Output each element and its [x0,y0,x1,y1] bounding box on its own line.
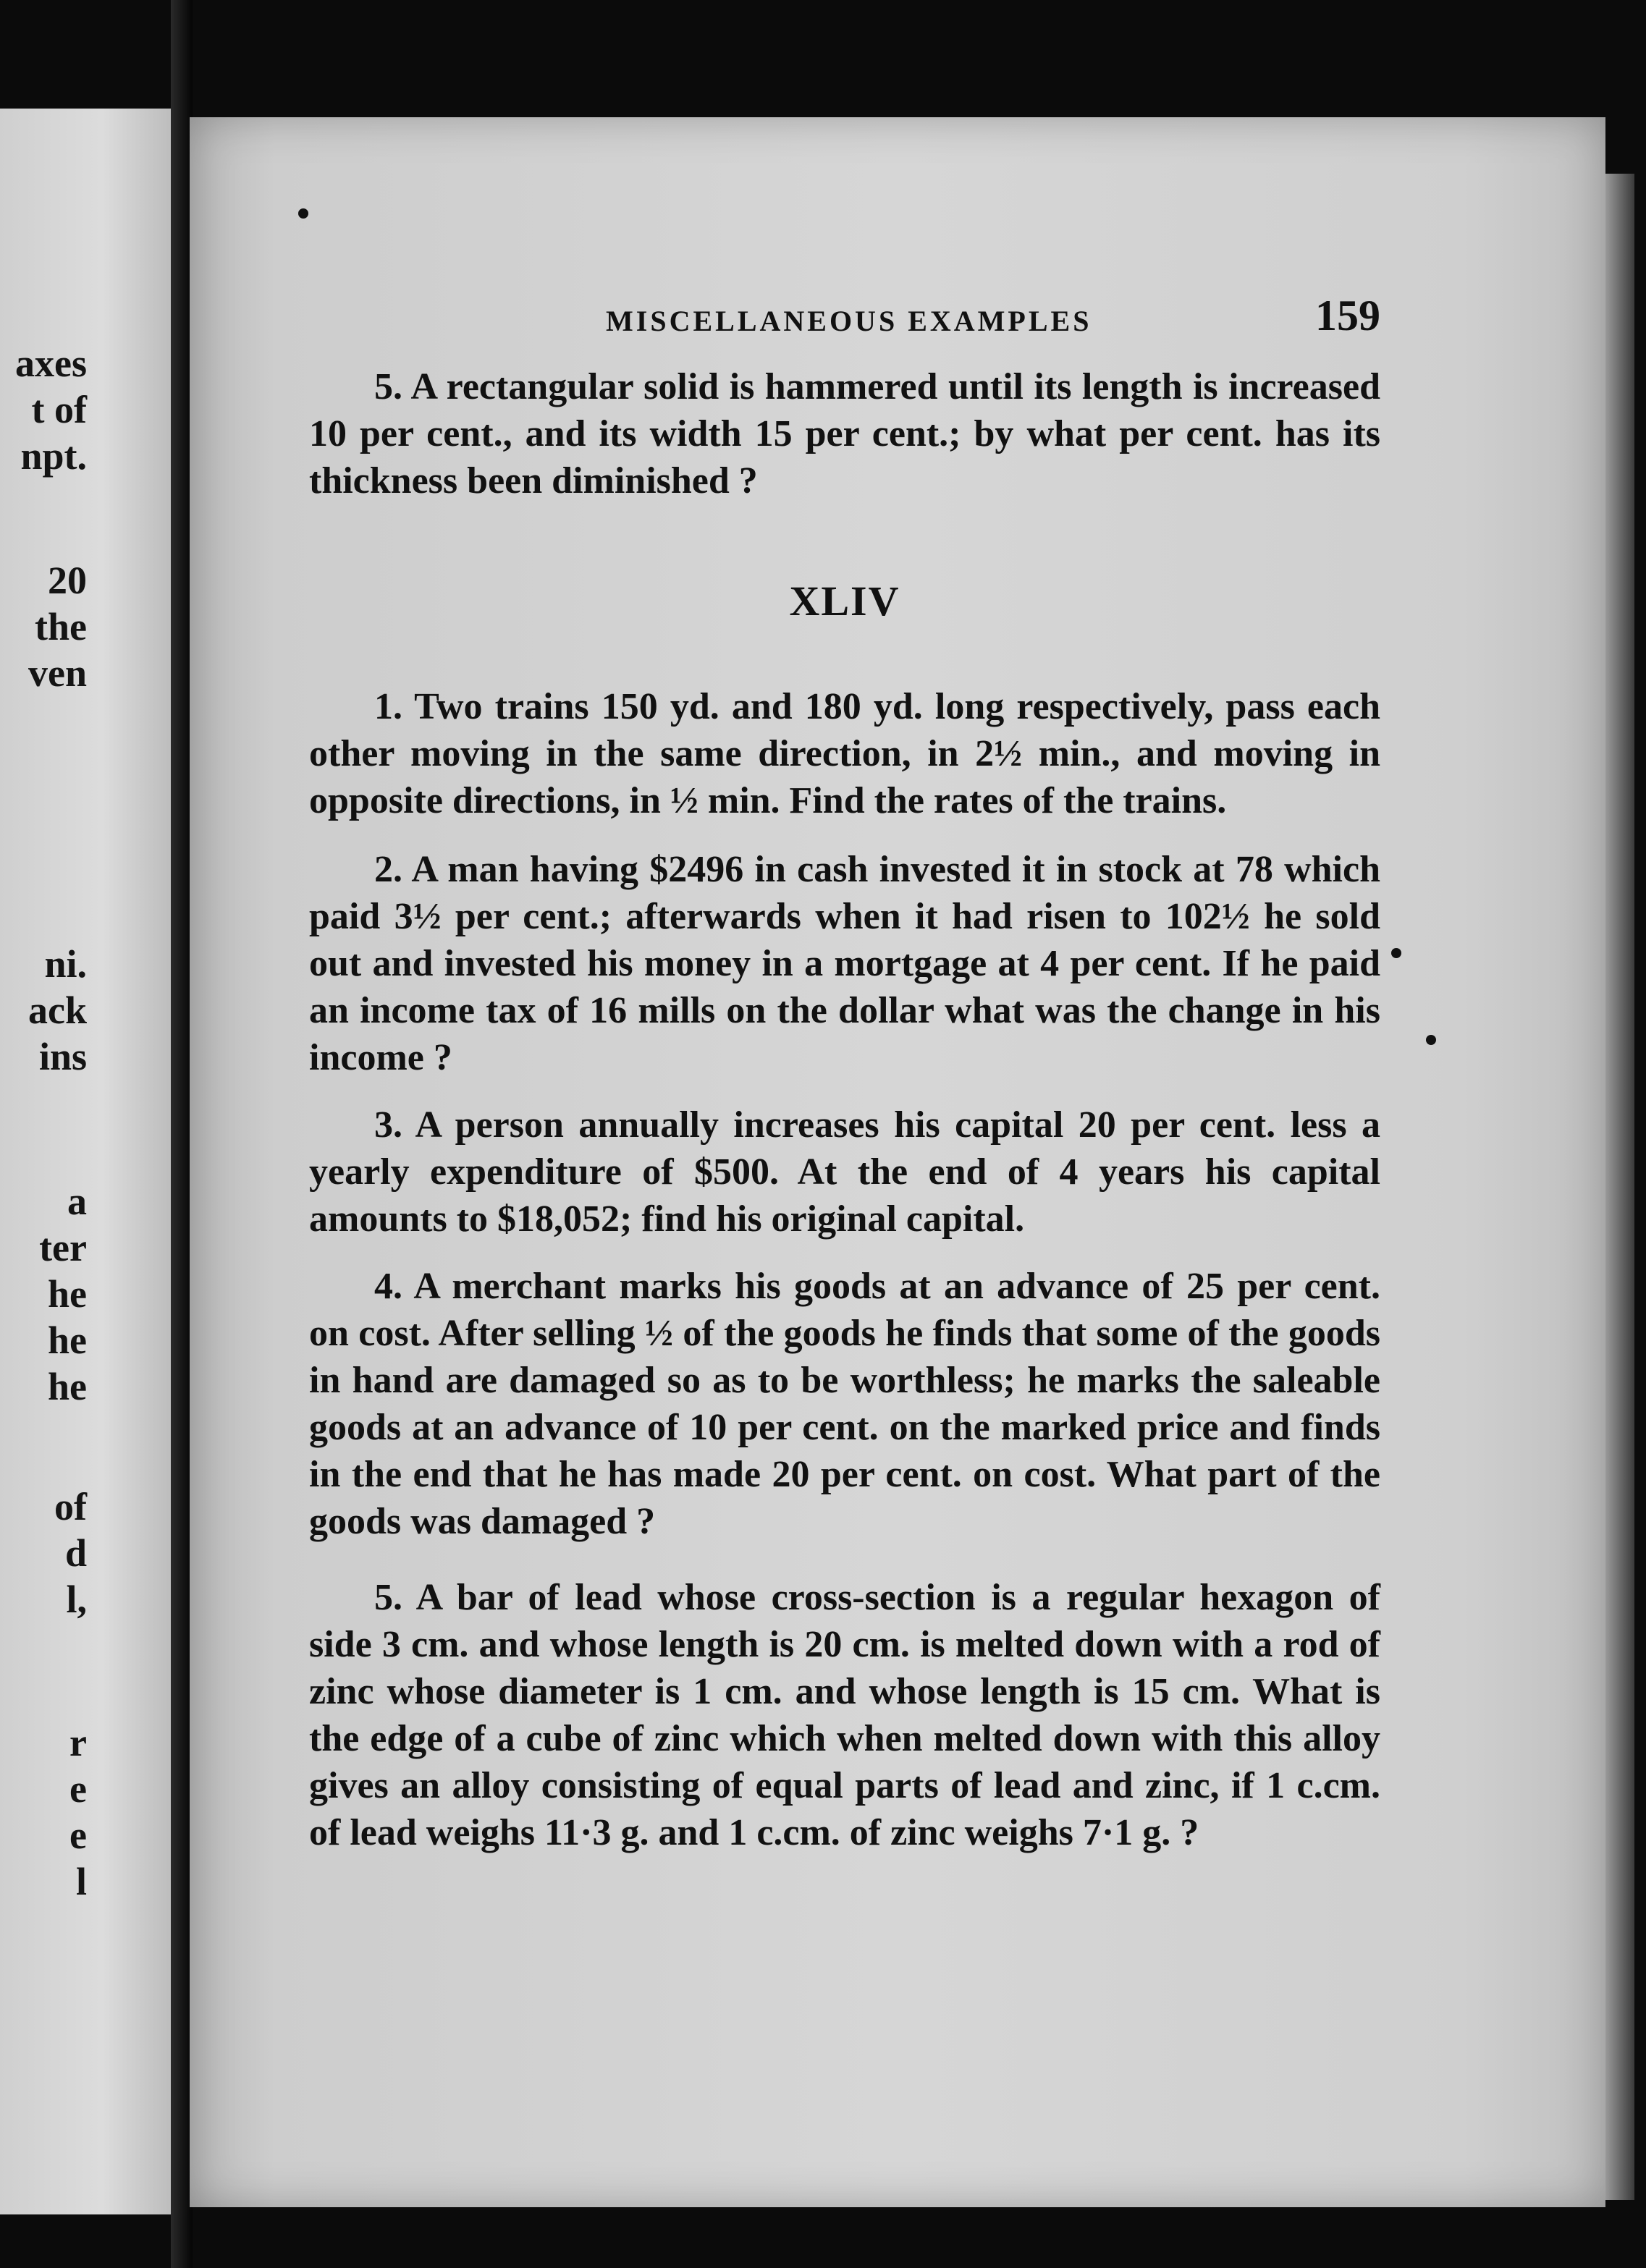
page-number: 159 [1315,292,1380,339]
section-heading: XLIV [789,577,900,625]
running-head-title: MISCELLANEOUS EXAMPLES [606,305,1092,337]
speck-mark [1391,948,1401,958]
prev-fragment: e [69,1767,87,1811]
book-page [190,117,1605,2207]
example-paragraph: 1. Two trains 150 yd. and 180 yd. long respectively, pass each other moving in the same direction, in 2½ min., and moving in opposite directions, in ½ min. Find the rates of the trains. [309,686,1380,821]
prev-fragment: he [48,1319,87,1362]
running-head [309,291,1380,356]
prev-fragment: e [69,1814,87,1857]
page-content [309,291,1380,1856]
prev-fragment: he [48,1272,87,1316]
speck-mark [298,208,308,219]
prev-fragment: d [64,1531,87,1575]
speck-mark [1426,1035,1436,1045]
example-paragraph: 3. A person annually increases his capital 20 per cent. less a yearly expenditure of $500. At the end of 4 years his capital amounts to $18,052; find his original capital. [309,1104,1380,1240]
prev-fragment: r [69,1721,87,1764]
prev-fragment: ins [38,1035,87,1078]
prev-fragment: npt. [20,434,87,478]
example-paragraph: 4. A merchant marks his goods at an advance of 25 per cent. on cost. After selling ½ of the goods he finds that some of the goods in hand are damaged so as to be worthless; he marks the saleable goods at an advance of 10 per cent. on the marked price and finds in the end that he has made 20 per cent. on cost. What part of the goods was damaged ? [309,1266,1380,1542]
prev-fragment: ni. [44,942,87,986]
prev-fragment: of [54,1485,87,1528]
prev-fragment: l, [66,1578,87,1621]
prev-fragment: ack [28,989,87,1032]
prev-fragment: a [67,1180,87,1223]
prev-fragment: 20 [48,559,87,602]
next-page-edge [1605,174,1634,2200]
prev-fragment: l [75,1860,87,1903]
prev-fragment: ven [28,651,87,695]
prev-fragment: the [35,605,87,648]
carry-over-example: 5. A rectangular solid is hammered until its length is increased 10 per cent., and its width 15 per cent.; by what per cent. has its thickness been diminished ? [309,366,1380,502]
previous-page-edge [0,109,171,2214]
prev-fragment: ter [39,1226,87,1269]
prev-fragment: he [48,1365,87,1408]
prev-fragment: axes [15,342,87,385]
prev-fragment: t of [31,388,87,431]
example-paragraph: 2. A man having $2496 in cash invested it in stock at 78 which paid 3½ per cent.; afterwards when it had risen to 102½ he sold out and invested his money in a mortgage at 4 per cent. If he paid an income tax of 16 mills on the dollar what was the change in his income ? [309,849,1380,1078]
example-paragraph: 5. A bar of lead whose cross-section is a regular hexagon of side 3 cm. and whose length is 20 cm. is melted down with a rod of zinc whose diameter is 1 cm. and whose length is 15 cm. What is the edge of a cube of zinc which when melted down with this alloy gives an alloy consisting of equal parts of lead and zinc, if 1 c.cm. of lead weighs 11·3 g. and 1 c.cm. of zinc weighs 7·1 g. ? [309,1577,1380,1853]
